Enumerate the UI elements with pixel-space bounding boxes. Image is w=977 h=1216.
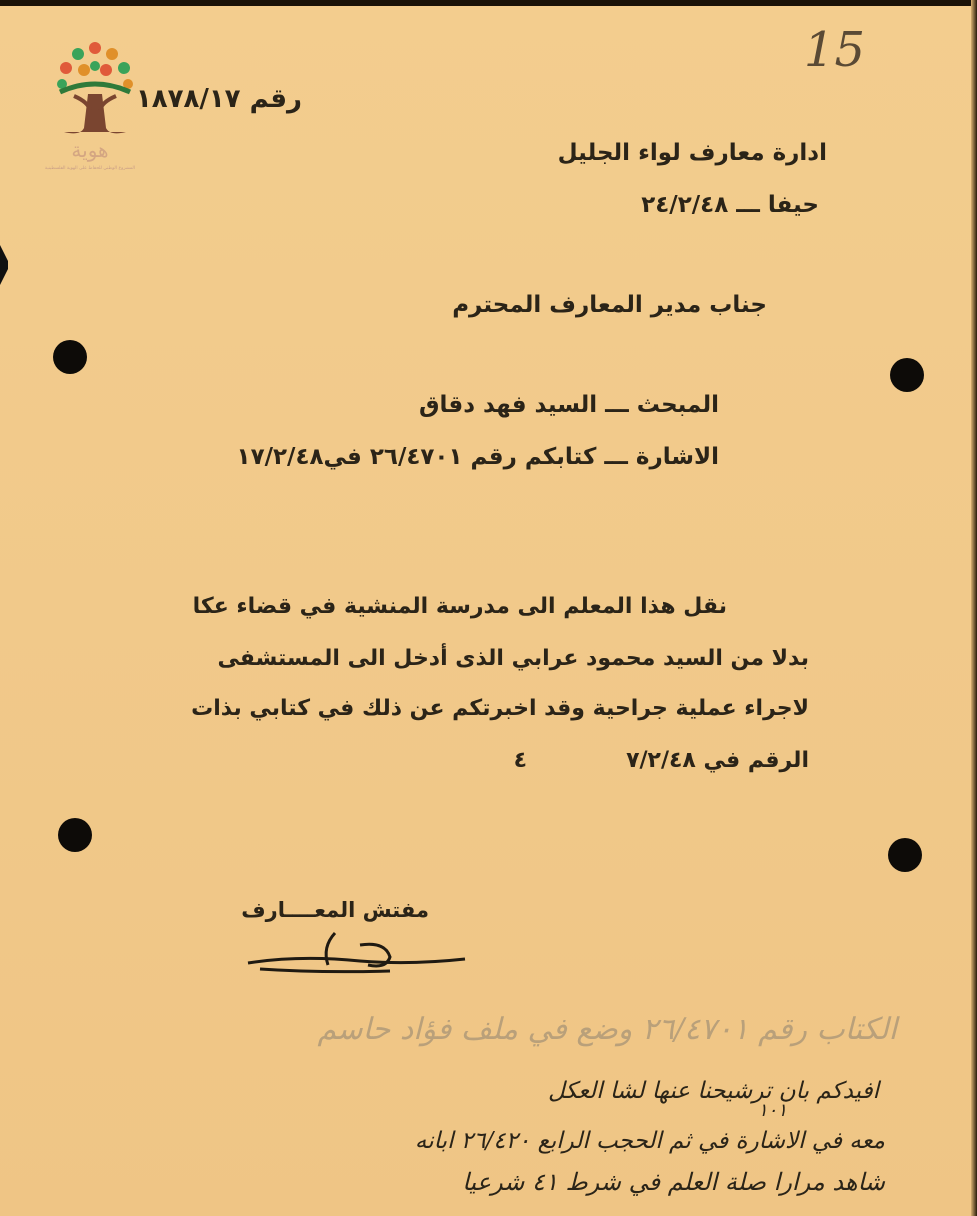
office-name: ادارة معارف لواء الجليل bbox=[557, 140, 827, 166]
ink-annotation-prefix: ١٠١ bbox=[757, 1100, 787, 1121]
addressee: جناب مدير المعارف المحترم bbox=[452, 292, 767, 318]
right-edge bbox=[971, 0, 977, 1216]
punch-hole bbox=[53, 340, 87, 374]
reference-number: رقم ١٨٧٨/١٧ bbox=[135, 84, 302, 114]
body-line-2: بدلا من السيد محمود عرابي الذى أدخل الى المستشفى bbox=[217, 646, 809, 671]
punch-hole bbox=[890, 358, 924, 392]
reference-line: الاشارة ـــ كتابكم رقم ٢٦/٤٧٠١ في١٧/٢/٤٨ bbox=[236, 444, 719, 470]
signature bbox=[240, 925, 480, 985]
punch-hole bbox=[888, 838, 922, 872]
logo-name: هوية bbox=[71, 138, 109, 162]
punch-hole bbox=[58, 818, 92, 852]
left-notch bbox=[0, 245, 8, 285]
ink-annotation-line-2: معه في الاشارة في ثم الحجب الرابع ٢٦/٤٢٠ ابانه bbox=[414, 1128, 885, 1154]
place-date: حيفا ـــ ٢٤/٢/٤٨ bbox=[641, 192, 819, 218]
signatory-title: مفتش المعــــارف bbox=[241, 898, 429, 922]
ink-annotation-line-3: شاهد مرارا صلة العلم في شرط ٤١ شرعيا bbox=[462, 1168, 885, 1196]
body-line-4: الرقم في ٧/٢/٤٨ bbox=[626, 748, 809, 773]
body-line-1: نقل هذا المعلم الى مدرسة المنشية في قضاء عكا bbox=[192, 594, 727, 619]
ink-annotation-line-1: افيدكم بان ترشيحنا عنها لشا العكل bbox=[547, 1078, 879, 1104]
body-line-3: لاجراء عملية جراحية وقد اخبرتكم عن ذلك في كتابي بذات bbox=[191, 696, 809, 721]
pencil-annotation: الكتاب رقم ٢٦/٤٧٠١ وضع في ملف فؤاد حاسم bbox=[317, 1012, 897, 1047]
tree-logo-icon bbox=[50, 36, 140, 186]
subject-line: المبحث ـــ السيد فهد دقاق bbox=[418, 392, 719, 418]
body-line-4-mark: ٤ bbox=[513, 748, 527, 773]
top-edge bbox=[0, 0, 977, 6]
logo-subtitle: المشروع الوطني للحفاظ على الهوية الفلسطينية bbox=[44, 166, 136, 171]
page-number: 15 bbox=[803, 22, 865, 78]
